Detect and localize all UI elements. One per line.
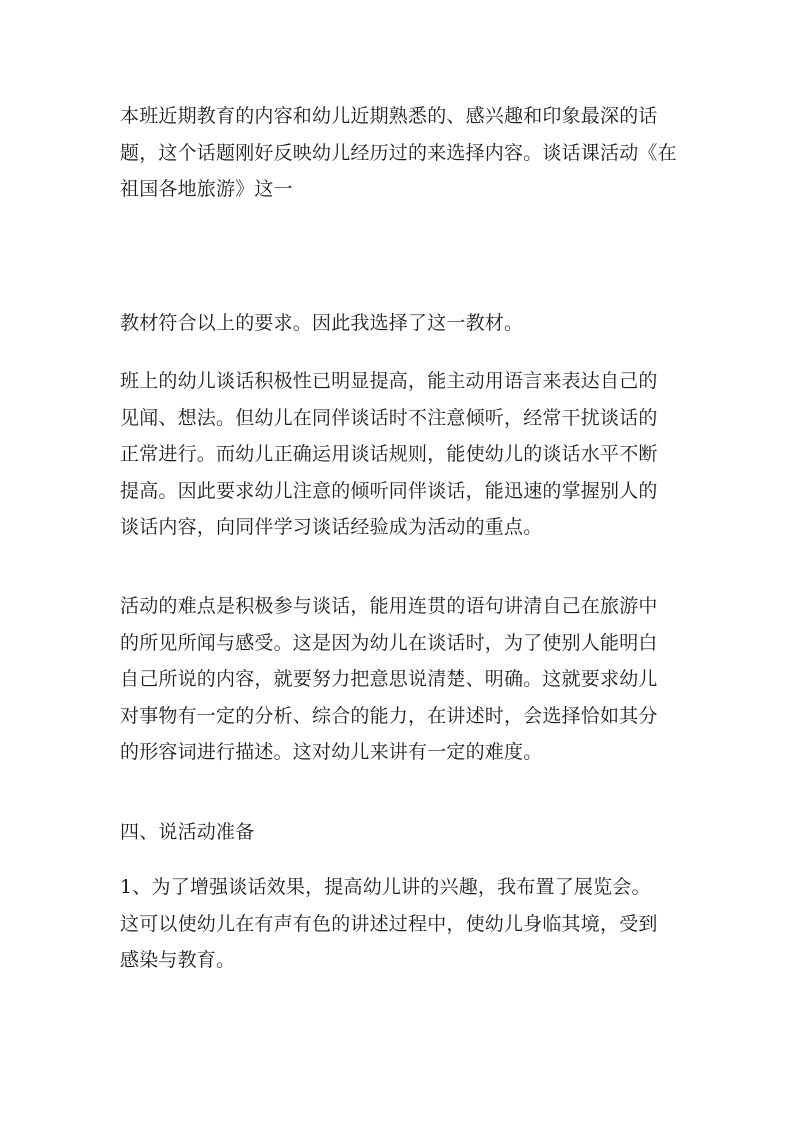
text-line: 题，这个话题刚好反映幼儿经历过的来选择内容。谈话课活动《在	[120, 141, 677, 164]
paragraph-preparation-item	[120, 869, 680, 979]
paragraph-difficulty	[120, 588, 680, 771]
text-line: 谈话内容，向同伴学习谈话经验成为活动的重点。	[120, 516, 543, 538]
text-line: 见闻、想法。但幼儿在同伴谈话时不注意倾听，经常干扰谈话的	[120, 406, 658, 429]
text-line: 对事物有一定的分析、综合的能力，在讲述时，会选择恰如其分	[120, 704, 658, 727]
text-line: 正常进行。而幼儿正确运用谈话规则，能使幼儿的谈话水平不断	[120, 443, 658, 465]
text-line: 祖国各地旅游》这一	[120, 178, 293, 200]
text-line: 这可以使幼儿在有声有色的讲述过程中，使幼儿身临其境，受到	[120, 912, 658, 935]
text-line: 的所见所闻与感受。这是因为幼儿在谈话时，为了使别人能明白	[120, 631, 658, 654]
paragraph-key-point	[120, 363, 680, 546]
text-line: 本班近期教育的内容和幼儿近期熟悉的、感兴趣和印象最深的话	[120, 105, 658, 127]
paragraph-topic-selection	[120, 98, 680, 208]
text-line: 四、说活动准备	[120, 821, 255, 843]
paragraph-material-choice	[120, 305, 680, 342]
text-line: 提高。因此要求幼儿注意的倾听同伴谈话，能迅速的掌握别人的	[120, 479, 658, 502]
text-line: 的形容词进行描述。这对幼儿来讲有一定的难度。	[120, 741, 543, 763]
section-heading	[120, 814, 680, 851]
text-line: 自己所说的内容，就要努力把意思说清楚、明确。这就要求幼儿	[120, 668, 658, 690]
text-line: 1、为了增强谈话效果，提高幼儿讲的兴趣，我布置了展览会。	[120, 876, 651, 898]
text-line: 教材符合以上的要求。因此我选择了这一教材。	[120, 312, 524, 334]
text-line: 班上的幼儿谈话积极性已明显提高，能主动用语言来表达自己的	[120, 370, 658, 392]
text-line: 感染与教育。	[120, 949, 236, 971]
text-line: 活动的难点是积极参与谈话，能用连贯的语句讲清自己在旅游中	[120, 595, 658, 617]
